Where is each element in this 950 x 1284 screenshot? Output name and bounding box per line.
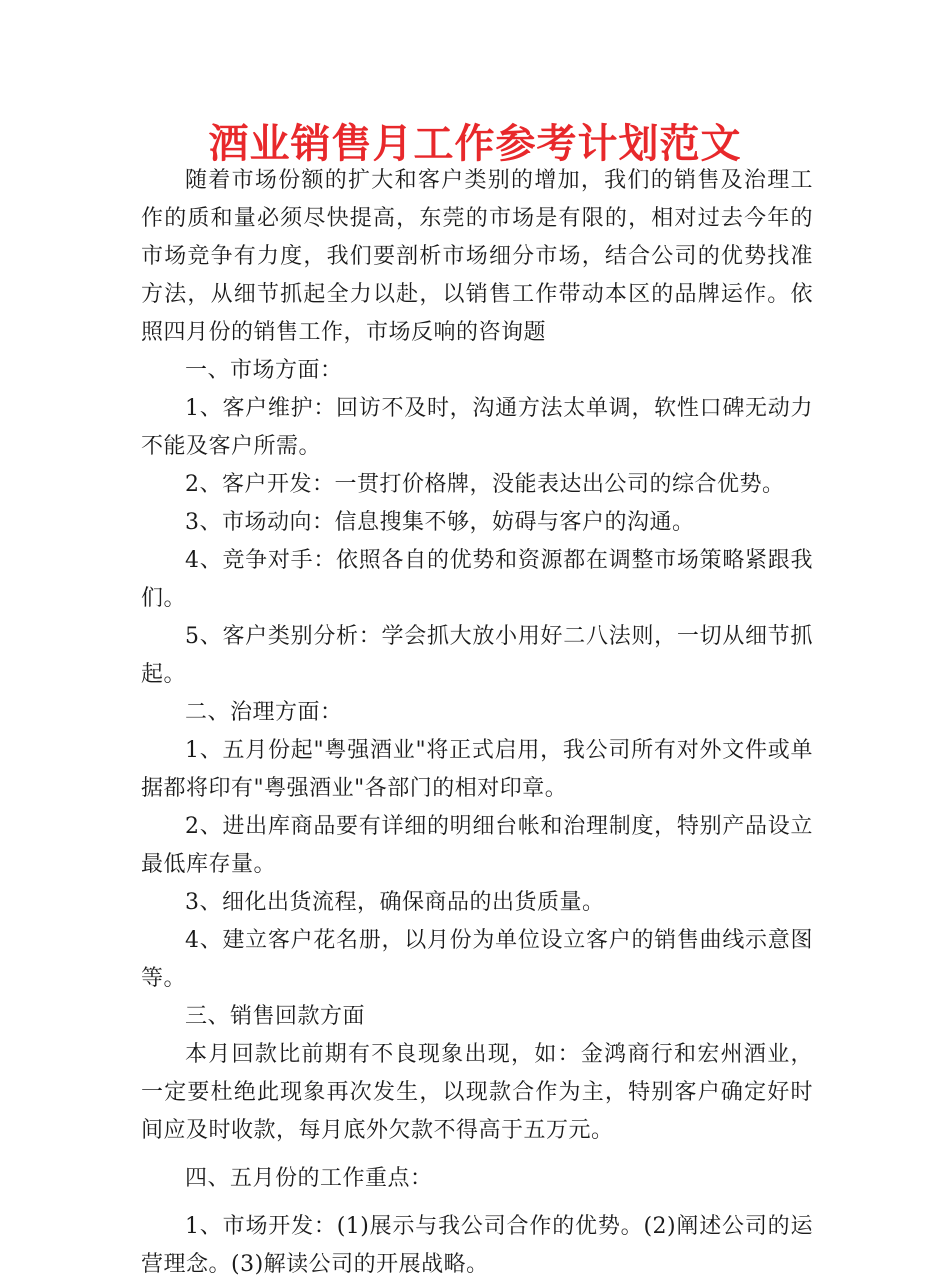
- list-item: 3、市场动向：信息搜集不够，妨碍与客户的沟通。: [185, 510, 695, 535]
- list-item: 1、五月份起"粤强酒业"将正式启用，我公司所有对外文件或单据都将印有"粤强酒业"各部门的相对印章。: [141, 738, 813, 801]
- document-body: [141, 162, 813, 1284]
- list-item: 2、客户开发：一贯打价格牌，没能表达出公司的综合优势。: [185, 472, 785, 497]
- section-heading-market: 一、市场方面：: [185, 358, 343, 383]
- list-item: 4、建立客户花名册，以月份为单位设立客户的销售曲线示意图等。: [141, 928, 813, 991]
- document-title: 酒业销售月工作参考计划范文: [208, 120, 742, 167]
- list-item: 3、细化出货流程，确保商品的出货质量。: [185, 890, 605, 915]
- section-heading-collection: 三、销售回款方面: [185, 1004, 366, 1029]
- list-item: 5、客户类别分析：学会抓大放小用好二八法则，一切从细节抓起。: [141, 624, 813, 687]
- list-item: 1、市场开发：(1)展示与我公司合作的优势。(2)阐述公司的运营理念。(3)解读公司的开展战略。: [141, 1214, 813, 1277]
- intro-paragraph: 随着市场份额的扩大和客户类别的增加，我们的销售及治理工作的质和量必须尽快提高，东莞的市场是有限的，相对过去今年的市场竞争有力度，我们要剖析市场细分市场，结合公司的优势找准方法，从细节抓起全力以赴，以销售工作带动本区的品牌运作。依照四月份的销售工作，市场反响的咨询题: [141, 168, 813, 345]
- list-item: 2、进出库商品要有详细的明细台帐和治理制度，特别产品设立最低库存量。: [141, 814, 813, 877]
- list-item: 1、客户维护：回访不及时，沟通方法太单调，软性口碑无动力不能及客户所需。: [141, 396, 813, 459]
- section-heading-management: 二、治理方面：: [185, 700, 343, 725]
- collection-paragraph: 本月回款比前期有不良现象出现，如：金鸿商行和宏州酒业，一定要杜绝此现象再次发生，以现款合作为主，特别客户确定好时间应及时收款，每月底外欠款不得高于五万元。: [141, 1042, 813, 1143]
- section-heading-priorities: 四、五月份的工作重点：: [185, 1166, 433, 1191]
- list-item: 4、竞争对手：依照各自的优势和资源都在调整市场策略紧跟我们。: [141, 548, 813, 611]
